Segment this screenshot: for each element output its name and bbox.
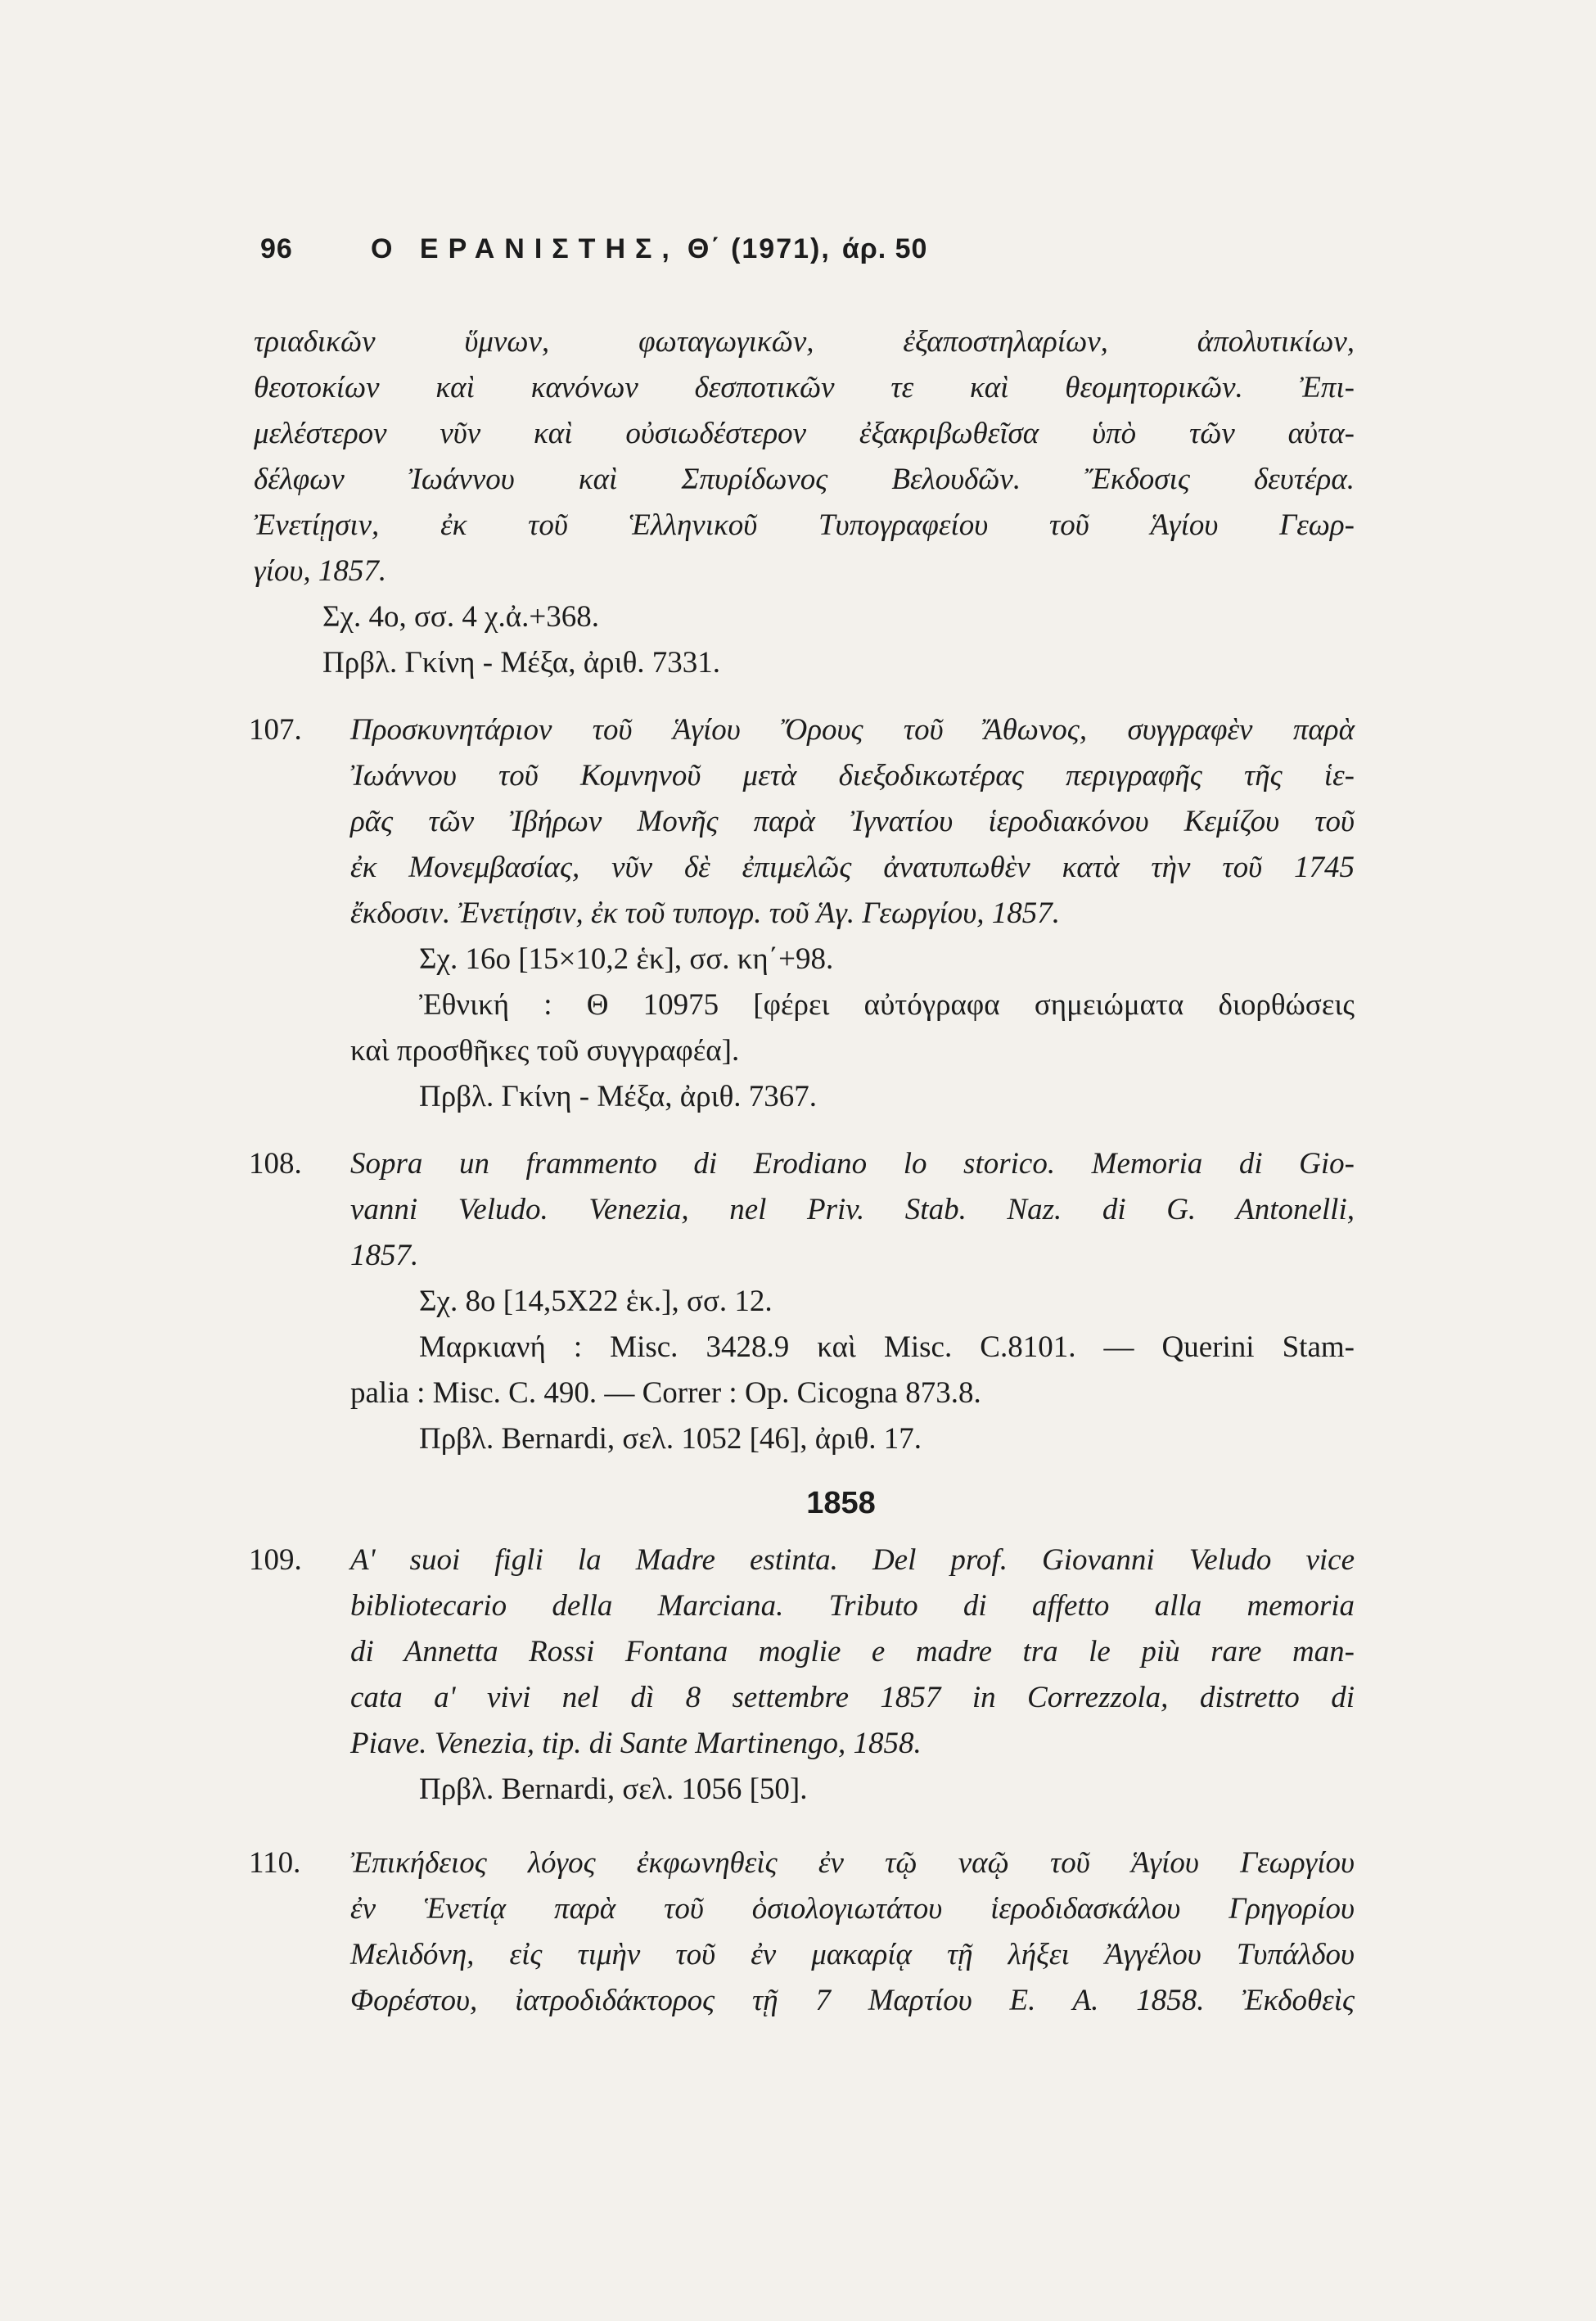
text-line: γίου, 1857.: [254, 554, 387, 588]
entry-108: [249, 1141, 1355, 1462]
text-line: Ἐνετίῃσιν, ἐκ τοῦ Ἑλληνικοῦ Τυπογραφείου τοῦ Ἁγίου Γεωρ-: [254, 508, 1355, 542]
entry-number: 109.: [249, 1543, 302, 1577]
entry-110: [249, 1840, 1355, 2024]
entry-number: 108.: [249, 1147, 302, 1181]
text-line: Ἰωάννου τοῦ Κομνηνοῦ μετὰ διεξοδικωτέρας περιγραφῆς τῆς ἱε-: [350, 759, 1355, 792]
running-head: Ο ΕΡΑΝΙΣΤΗΣ, Θ΄ (1971), άρ. 50: [371, 233, 928, 264]
text-line: Μελιδόνη, εἰς τιμὴν τοῦ ἐν μακαρίᾳ τῇ λήξει Ἀγγέλου Τυπάλδου: [350, 1938, 1355, 1971]
holdings-line: καὶ προσθῆκες τοῦ συγγραφέα].: [350, 1034, 740, 1068]
entry-body: [254, 1538, 1355, 1813]
compare-line: Πρβλ. Bernardi, σελ. 1056 [50].: [419, 1772, 808, 1806]
year-heading: 1858: [806, 1486, 876, 1520]
text-line: ἐκ Μονεμβασίας, νῦν δὲ ἐπιμελῶς ἀνατυπωθὲν κατὰ τὴν τοῦ 1745: [350, 851, 1355, 884]
text-line: Προσκυνητάριον τοῦ Ἁγίου Ὄρους τοῦ Ἄθωνος, συγγραφὲν παρὰ: [350, 713, 1355, 747]
compare-line: Πρβλ. Γκίνη - Μέξα, ἀριθ. 7331.: [322, 646, 721, 680]
holdings-line: Μαρκιανή : Misc. 3428.9 καὶ Misc. C.8101. — Querini Stam-: [419, 1330, 1355, 1364]
text-line: vanni Veludo. Venezia, nel Priv. Stab. Naz. di G. Antonelli,: [350, 1193, 1355, 1226]
entry-body: [254, 1141, 1355, 1462]
text-line: di Annetta Rossi Fontana moglie e madre tra le più rare man-: [350, 1635, 1355, 1669]
text-line: μελέστερον νῦν καὶ οὐσιωδέστερον ἐξακριβωθεῖσα ὑπὸ τῶν αὐτα-: [254, 417, 1355, 450]
entry-body: [254, 707, 1355, 1120]
text-line: bibliotecario della Marciana. Tributo di affetto alla memoria: [350, 1589, 1355, 1623]
text-line: 1857.: [350, 1239, 419, 1272]
compare-line: Πρβλ. Γκίνη - Μέξα, ἀριθ. 7367.: [419, 1080, 818, 1113]
text-line: Piave. Venezia, tip. di Sante Martinengo, 1858.: [350, 1727, 922, 1760]
entry-109: [249, 1538, 1355, 1813]
entry-number: 107.: [249, 713, 302, 747]
text-line: δέλφων Ἰωάννου καὶ Σπυρίδωνος Βελουδῶν. Ἔκδοσις δευτέρα.: [254, 463, 1355, 496]
format-line: Σχ. 4ο, σσ. 4 χ.ἀ.+368.: [322, 600, 600, 634]
entry-body: [254, 1840, 1355, 2024]
text-line: τριαδικῶν ὕμνων, φωταγωγικῶν, ἐξαποστηλαρίων, ἀπολυτικίων,: [254, 325, 1355, 359]
main-text: [249, 319, 1355, 2024]
text-line: θεοτοκίων καὶ κανόνων δεσποτικῶν τε καὶ θεομητορικῶν. Ἐπι-: [254, 371, 1355, 404]
text-line: ρᾶς τῶν Ἰβήρων Μονῆς παρὰ Ἰγνατίου ἱεροδιακόνου Κεμίζου τοῦ: [350, 805, 1355, 838]
issue-label: άρ. 50: [841, 233, 928, 264]
entry-number: 110.: [249, 1846, 301, 1880]
text-line: Sopra un frammento di Erodiano lo storico. Memoria di Gio-: [350, 1147, 1355, 1181]
text-line: Ἐπικήδειος λόγος ἐκφωνηθεὶς ἐν τῷ ναῷ τοῦ Ἁγίου Γεωργίου: [350, 1846, 1355, 1880]
intro-entry-continuation: [254, 319, 1355, 686]
format-line: Σχ. 8ο [14,5Χ22 ἑκ.], σσ. 12.: [419, 1285, 773, 1318]
compare-line: Πρβλ. Bernardi, σελ. 1052 [46], ἀριθ. 17.: [419, 1422, 922, 1456]
volume-label: Θ΄ (1971),: [687, 233, 831, 264]
text-line: cata a' vivi nel dì 8 settembre 1857 in Correzzola, distretto di: [350, 1681, 1355, 1714]
holdings-line: Ἐθνική : Θ 10975 [φέρει αὐτόγραφα σημειώματα διορθώσεις: [419, 988, 1355, 1022]
text-line: A' suoi figli la Madre estinta. Del prof. Giovanni Veludo vice: [350, 1543, 1355, 1577]
entry-107: [249, 707, 1355, 1120]
text-line: ἔκδοσιν. Ἐνετίῃσιν, ἐκ τοῦ τυπογρ. τοῦ Ἁγ. Γεωργίου, 1857.: [350, 896, 1060, 930]
format-line: Σχ. 16ο [15×10,2 ἑκ], σσ. κη΄+98.: [419, 942, 834, 976]
holdings-line: palia : Misc. C. 490. — Correr : Op. Cicogna 873.8.: [350, 1376, 981, 1410]
text-line: ἐν Ἑνετίᾳ παρὰ τοῦ ὁσιολογιωτάτου ἱεροδιδασκάλου Γρηγορίου: [350, 1892, 1355, 1926]
page-number: 96: [260, 233, 293, 264]
text-line: Φορέστου, ἰατροδιδάκτορος τῇ 7 Μαρτίου Ε. Α. 1858. Ἐκδοθεὶς: [350, 1984, 1355, 2017]
